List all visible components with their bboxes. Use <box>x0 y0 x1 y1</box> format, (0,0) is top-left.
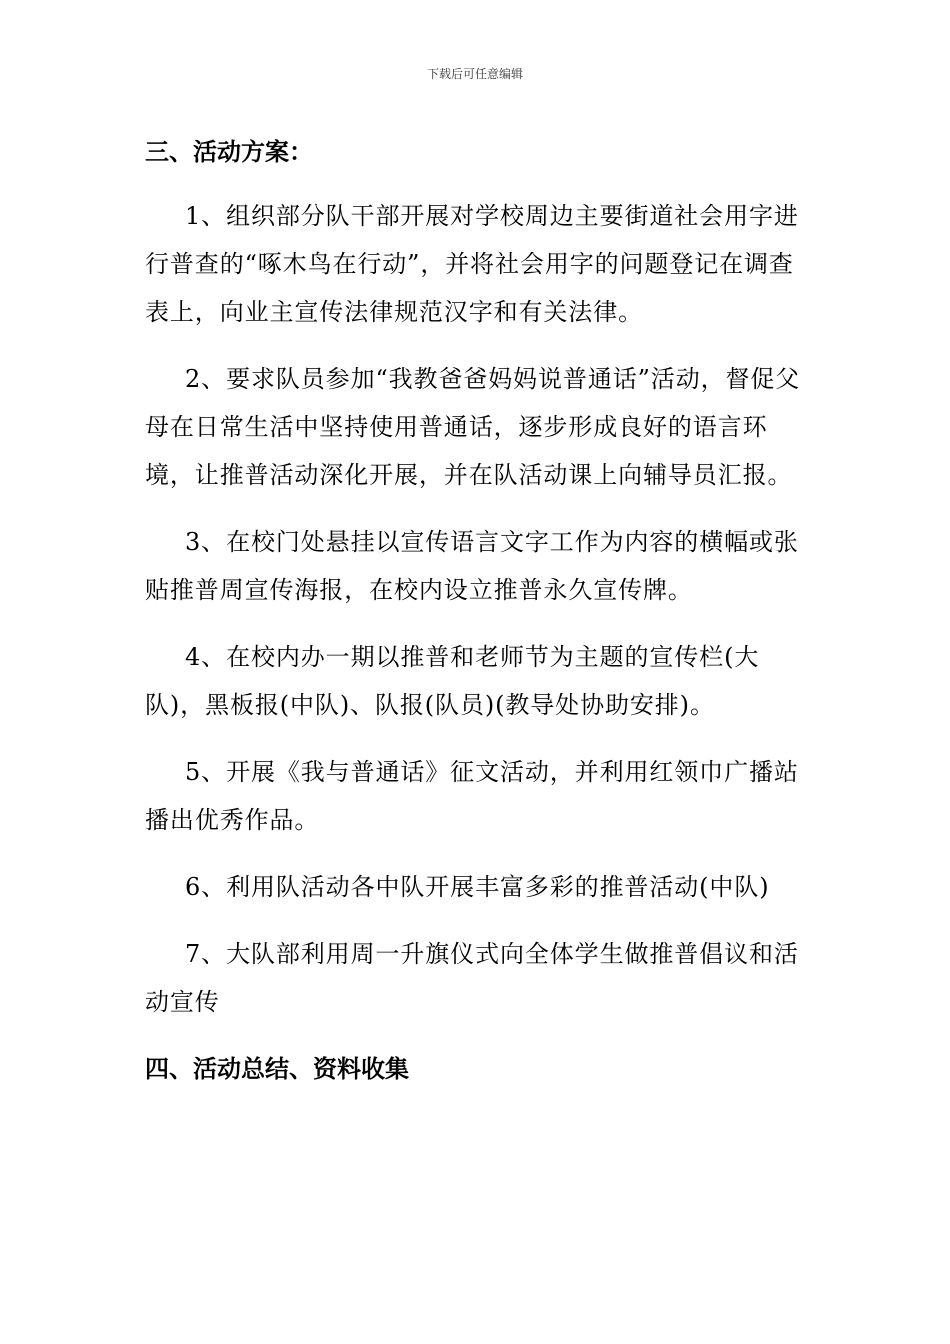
spacer <box>145 911 807 930</box>
plan-item-1: 1、组织部分队干部开展对学校周边主要街道社会用字进行普查的“啄木鸟在行动”，并将社会用字的问题登记在调查表上，向业主宣传法律规范汉字和有关法律。 <box>145 202 799 326</box>
document-body <box>145 128 807 1093</box>
spacer <box>145 1026 807 1045</box>
spacer <box>145 499 807 518</box>
spacer <box>145 614 807 633</box>
section-heading-activity-plan: 三、活动方案： <box>145 138 313 166</box>
plan-item-6: 6、利用队活动各中队开展丰富多彩的推普活动(中队) <box>185 873 770 901</box>
spacer <box>145 844 807 863</box>
section-heading-summary: 四、活动总结、资料收集 <box>145 1055 409 1083</box>
plan-item-4: 4、在校内办一期以推普和老师节为主题的宣传栏(大队)，黑板报(中队)、队报(队员)(教导处协助安排)。 <box>145 643 760 719</box>
plan-item-7: 7、大队部利用周一升旗仪式向全体学生做推普倡议和活动宣传 <box>145 940 799 1016</box>
spacer <box>145 729 807 748</box>
plan-item-5: 5、开展《我与普通话》征文活动，并利用红领巾广播站播出优秀作品。 <box>145 758 799 834</box>
page-header-note: 下载后可任意编辑 <box>426 67 523 81</box>
plan-item-2: 2、要求队员参加“我教爸爸妈妈说普通话”活动，督促父母在日常生活中坚持使用普通话，逐步形成良好的语言环境，让推普活动深化开展，并在队活动课上向辅导员汇报。 <box>145 365 801 489</box>
spacer <box>145 176 807 192</box>
spacer <box>145 336 807 355</box>
plan-item-3: 3、在校门处悬挂以宣传语言文字工作为内容的横幅或张贴推普周宣传海报，在校内设立推普永久宣传牌。 <box>145 528 799 604</box>
